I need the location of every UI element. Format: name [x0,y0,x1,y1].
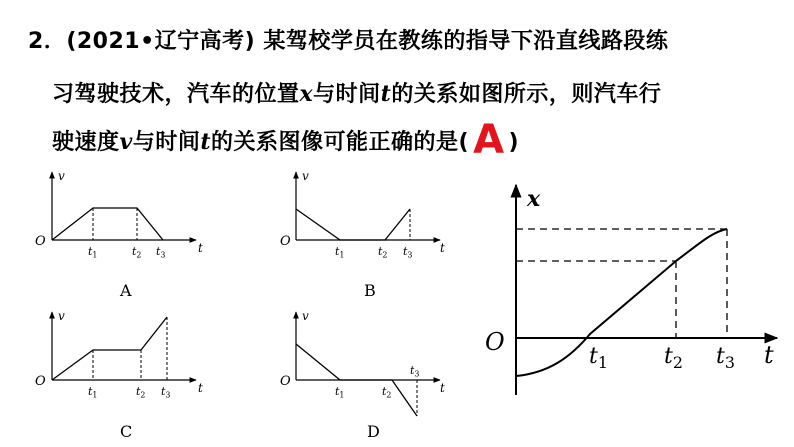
c-v-label: v [58,309,65,323]
question-text-3b: 与时间 [132,130,201,155]
b-t-label: t [440,241,445,255]
c-origin: O [35,374,46,389]
xt-graph [485,185,777,395]
d-tick-t3: $t_3$ [410,364,420,379]
b-v-label: v [302,169,309,183]
question-text-1: 某驾校学员在教练的指导下沿直线路段练 [263,29,669,54]
a-tick-t1: $t_1$ [88,245,98,260]
question-text-2c: 的关系如图所示，则汽车行 [391,82,662,107]
question-number: 2． [28,29,67,54]
xt-tick-t3: $t_3$ [716,344,735,372]
question-text-2a: 习驾驶技术，汽车的位置 [52,82,300,107]
close-paren: ) [508,130,520,155]
a-tick-t3: $t_3$ [156,245,166,260]
question-text-3a: 驶速度 [52,130,120,155]
option-c-graph[interactable] [35,309,203,441]
option-c-label: C [120,422,133,441]
c-tick-t1: $t_1$ [88,385,98,400]
option-d-graph[interactable] [280,309,445,441]
d-tick-t1: $t_1$ [335,385,345,400]
question-text-2b: 与时间 [313,82,381,107]
d-t-label: t [440,381,445,395]
xt-curve [516,229,727,376]
c-tick-t3: $t_3$ [161,385,171,400]
question-source: (2021•辽宁高考) [66,29,256,54]
xt-tick-t2: $t_2$ [664,344,683,372]
b-origin: O [280,234,291,249]
b-tick-t3: $t_3$ [403,245,413,260]
a-t-label: t [198,241,203,255]
option-b-graph[interactable] [280,169,445,300]
question-text-3c: 的关系图像可能正确的是( [211,130,470,155]
a-v-curve [52,208,163,240]
var-x: x [299,81,314,107]
var-t: t [380,81,392,107]
a-tick-t2: $t_2$ [132,245,142,260]
option-d-label: D [367,422,380,441]
answer-mark: A [473,117,505,163]
c-v-curve [52,317,167,380]
xt-tick-t1: $t_1$ [589,344,608,372]
b-tick-t2: $t_2$ [378,245,388,260]
xt-origin: O [485,328,505,356]
c-t-label: t [198,381,203,395]
a-origin: O [35,234,46,249]
c-tick-t2: $t_2$ [136,385,146,400]
xt-t-label: t [764,341,774,369]
var-v: v [119,129,133,155]
b-v-curve [296,209,410,240]
option-a-graph[interactable] [35,169,203,300]
d-tick-t2: $t_2$ [382,385,392,400]
a-v-label: v [58,169,65,183]
var-t2: t [200,129,211,155]
d-origin: O [280,374,291,389]
option-a-label: A [120,281,132,300]
option-b-label: B [364,281,376,300]
d-v-label: v [302,309,309,323]
b-tick-t1: $t_1$ [335,245,345,260]
xt-x-label: x [527,186,541,212]
